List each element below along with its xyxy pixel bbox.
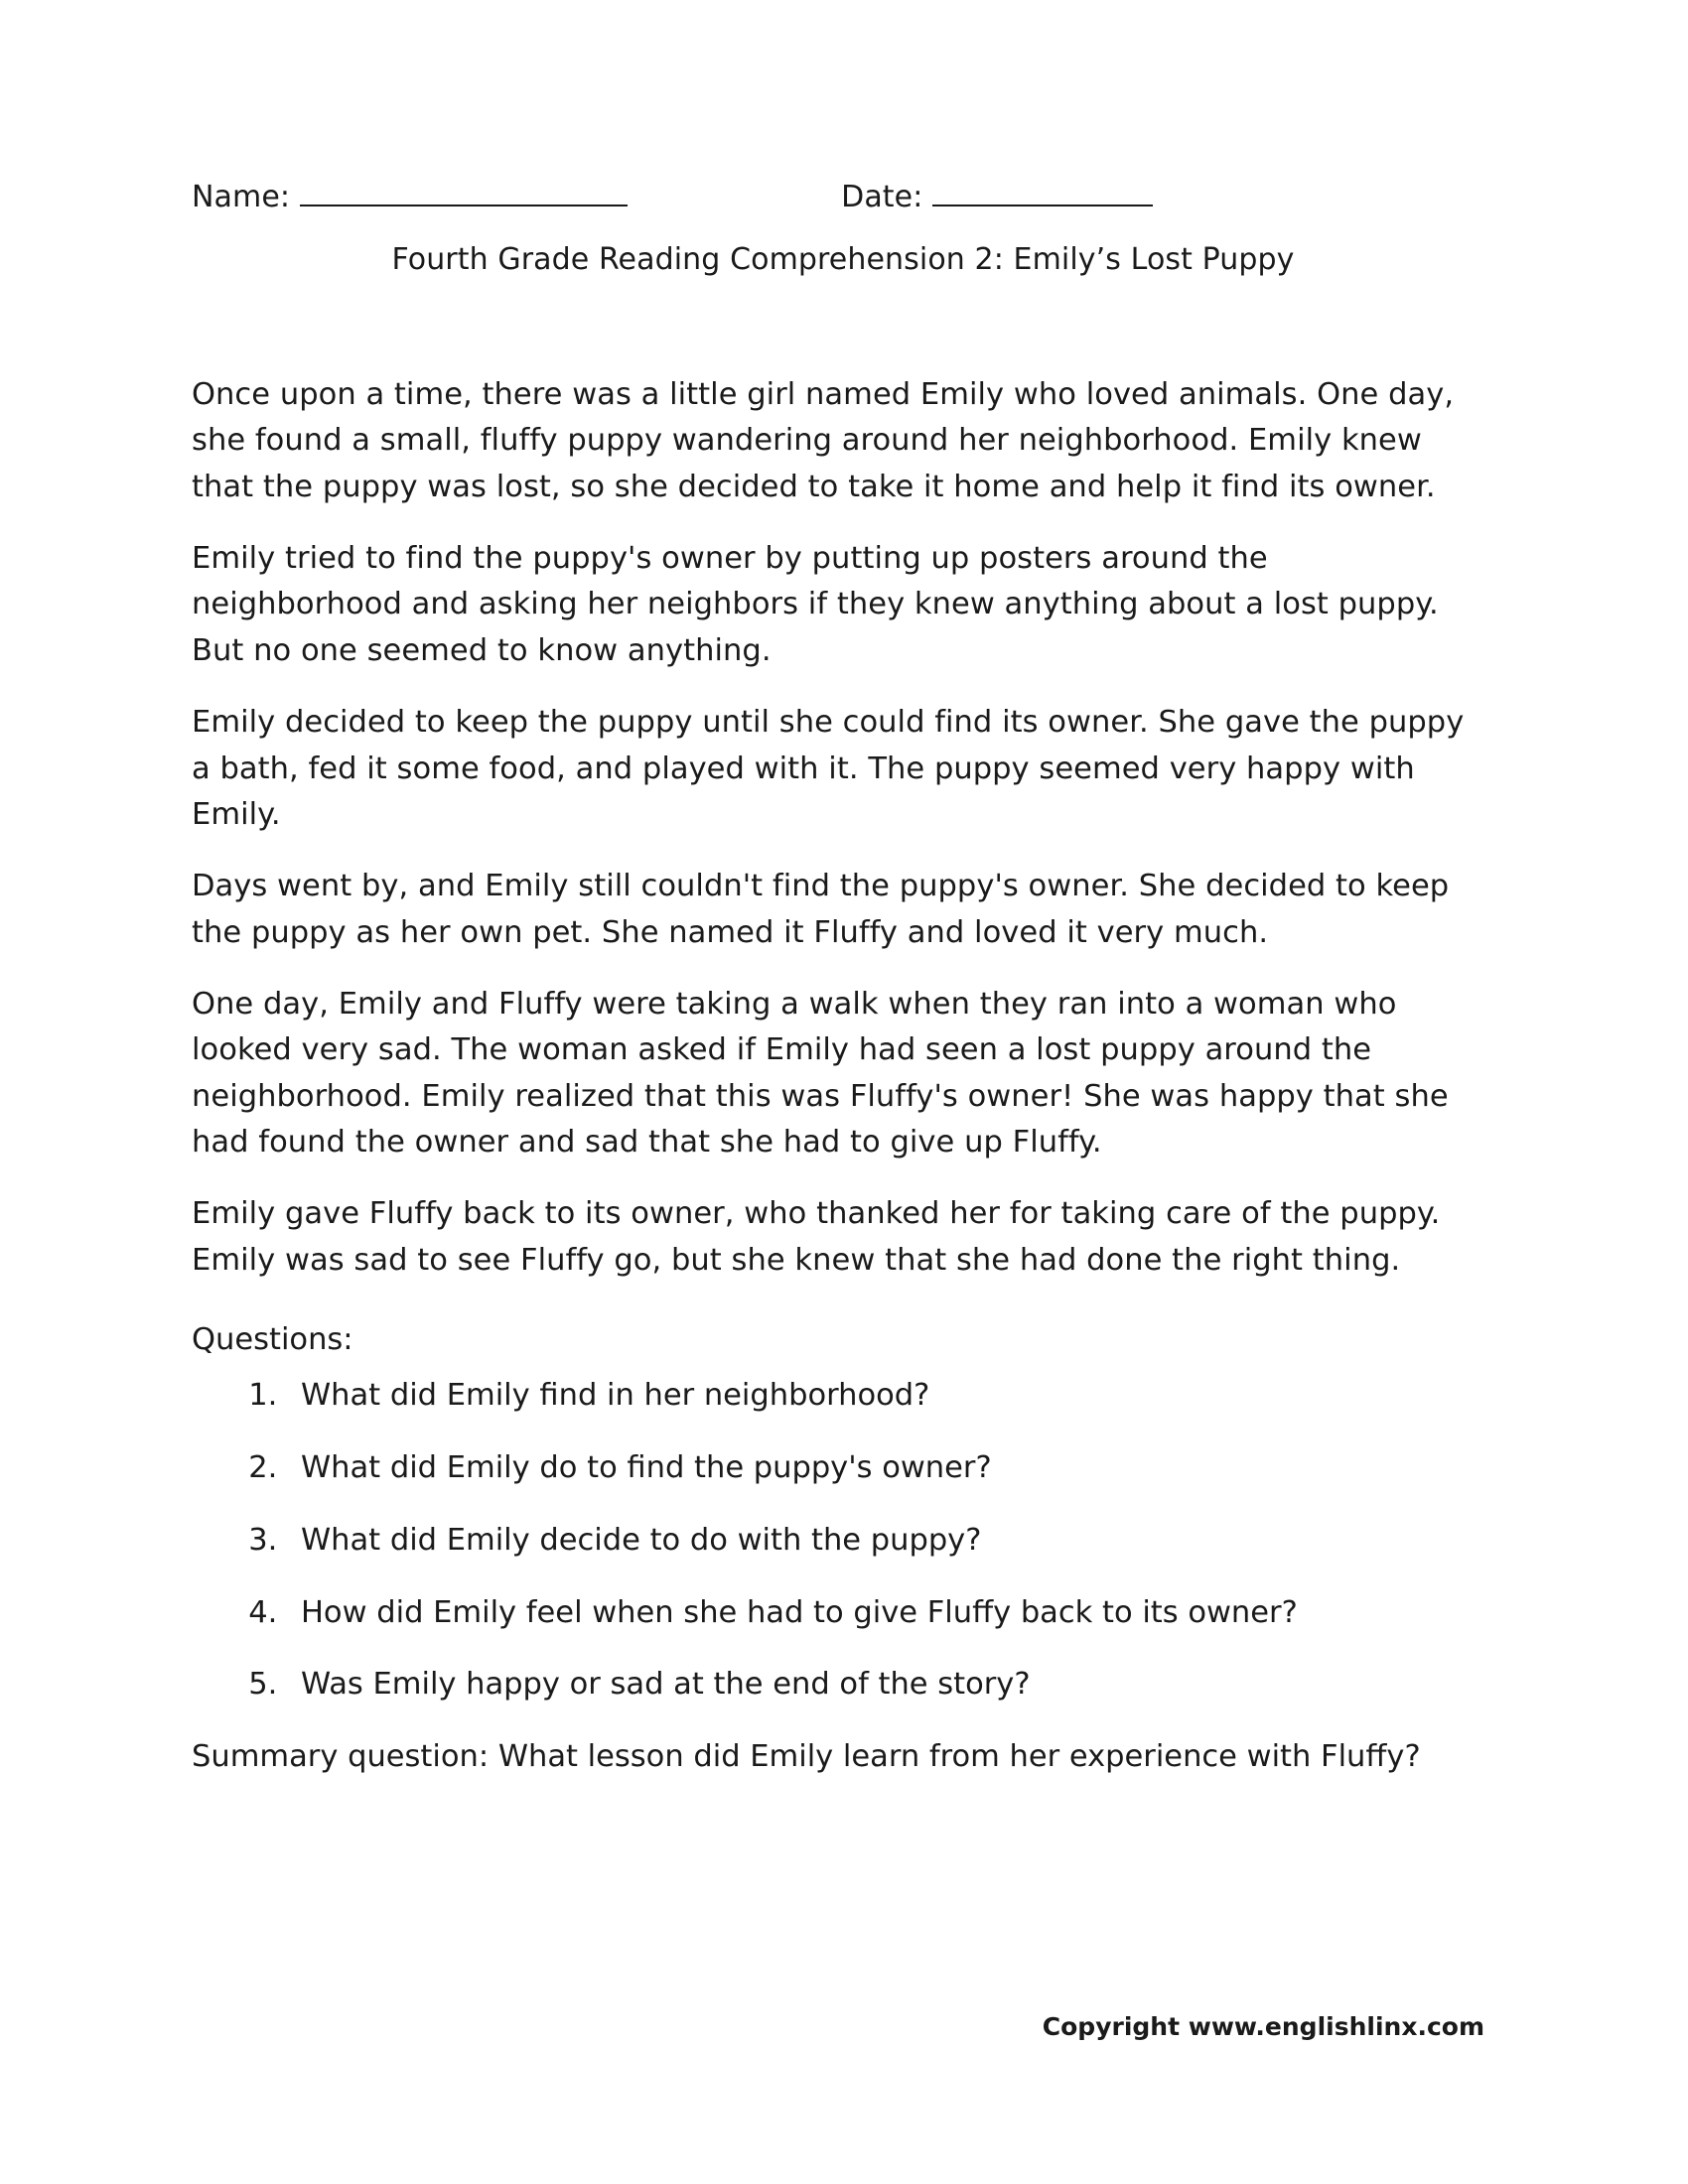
name-field-group xyxy=(192,179,628,214)
name-input-blank[interactable] xyxy=(300,179,628,206)
story-paragraph: Once upon a time, there was a little girl named Emily who loved animals. One day, she found a small, fluffy puppy wandering around her neighborhood. Emily knew that the puppy was lost, so she decided to take it home and help it find its owner. xyxy=(192,377,1455,504)
story-paragraph: One day, Emily and Fluffy were taking a walk when they ran into a woman who looked very sad. The woman asked if Emily had seen a lost puppy around the neighborhood. Emily realized that this was Fluffy's owner! She was happy that she had found the owner and sad that she had to give up Fluffy. xyxy=(192,986,1449,1160)
list-item: 2. What did Emily do to find the puppy's owner? xyxy=(287,1445,1484,1491)
page-title: Fourth Grade Reading Comprehension 2: Emily’s Lost Puppy xyxy=(391,242,1295,277)
list-item: 1. What did Emily find in her neighborhood? xyxy=(287,1373,1484,1419)
list-item: 3. What did Emily decide to do with the puppy? xyxy=(287,1518,1484,1564)
worksheet-header xyxy=(192,179,1484,214)
copyright-footer: Copyright www.englishlinx.com xyxy=(1042,2012,1484,2041)
questions-heading: Questions: xyxy=(192,1322,353,1358)
date-input-blank[interactable] xyxy=(932,179,1153,206)
story-body xyxy=(192,372,1484,1781)
date-field-group xyxy=(841,179,1153,214)
name-label: Name: xyxy=(192,180,291,214)
date-label: Date: xyxy=(841,180,923,214)
story-paragraph: Emily decided to keep the puppy until she could find its owner. She gave the puppy a bath, fed it some food, and played with it. The puppy seemed very happy with Emily. xyxy=(192,705,1465,832)
story-paragraph: Days went by, and Emily still couldn't find the puppy's owner. She decided to keep the puppy as her own pet. She named it Fluffy and loved it very much. xyxy=(192,869,1450,950)
list-item: 5. Was Emily happy or sad at the end of the story? xyxy=(287,1662,1484,1707)
questions-list xyxy=(192,1373,1484,1707)
summary-question: Summary question: What lesson did Emily learn from her experience with Fluffy? xyxy=(192,1739,1421,1775)
story-paragraph: Emily gave Fluffy back to its owner, who thanked her for taking care of the puppy. Emily was sad to see Fluffy go, but she knew that she had done the right thing. xyxy=(192,1196,1441,1278)
list-item: 4. How did Emily feel when she had to give Fluffy back to its owner? xyxy=(287,1590,1484,1636)
story-paragraph: Emily tried to find the puppy's owner by putting up posters around the neighborhood and asking her neighbors if they knew anything about a lost puppy. But no one seemed to know anything. xyxy=(192,541,1439,668)
